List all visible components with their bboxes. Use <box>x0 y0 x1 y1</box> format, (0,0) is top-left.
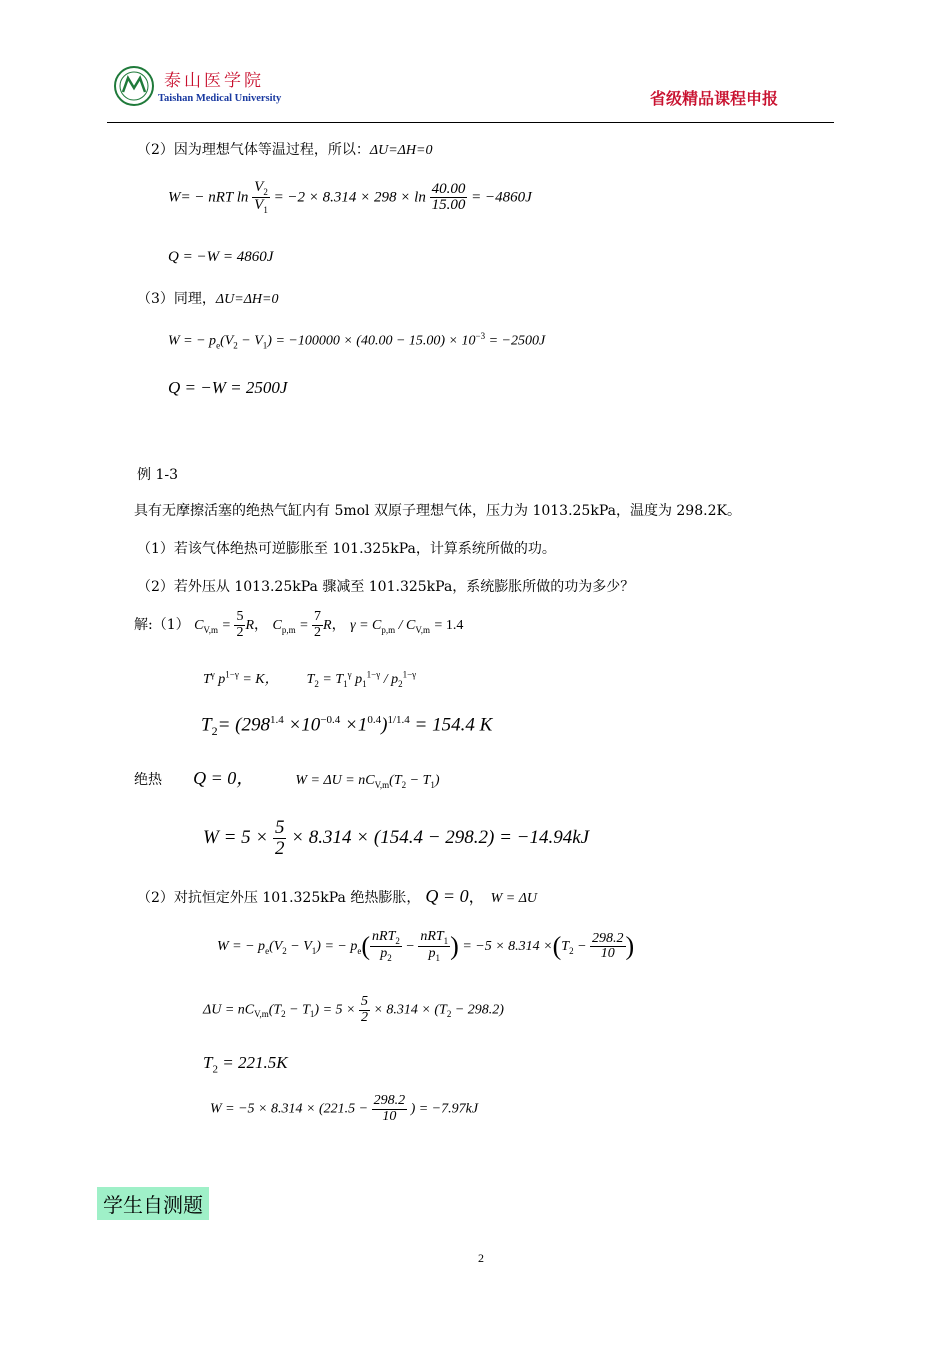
logo-english-name: Taishan Medical University <box>158 93 282 104</box>
part2b-intro-text: （2）对抗恒定外压 101.325kPa 绝热膨胀， <box>137 890 421 906</box>
problem-statement: 具有无摩擦活塞的绝热气缸内有 5mol 双原子理想气体，压力为 1013.25kPa，温度为 298.2K。 <box>134 503 741 519</box>
question-2: （2）若外压从 1013.25kPa 骤减至 101.325kPa，系统膨胀所做的功为多少？ <box>137 579 635 595</box>
adiabatic-label: 绝热 <box>134 772 162 788</box>
gamma-value: = 1.4 <box>434 618 464 634</box>
part2-intro-text: （2）因为理想气体等温过程，所以： <box>137 142 370 158</box>
eq-du-end: − 298.2) <box>454 1002 504 1018</box>
header-divider <box>107 122 834 123</box>
eq-w1-num: 40.00 <box>431 180 466 197</box>
header-title: 省级精品课程申报 <box>650 89 779 108</box>
eq-t2-reversible: $T_2= (298^{1.4} \times 10^{-0.4} \times 1^{0.4})^{1/1.4} = 154.4$ K <box>201 714 493 739</box>
eq-adiabatic-relation: $T^\gamma$ $p^{1-\gamma} = K$， $T_2 = T_1^\gamma$ $p_1^{1-\gamma} / p_2^{1-\gamma}$ <box>203 669 417 689</box>
eq-w5-lhs: W = −5 × 8.314 × (221.5 − <box>210 1101 369 1117</box>
cv-fraction: $\frac{5}{2}$ <box>236 609 244 640</box>
eq-w5-result: ) = −7.97kJ <box>410 1101 479 1117</box>
part3-intro-text: （3）同理， <box>137 291 216 307</box>
eq-w-irreversible-result <box>210 1094 478 1124</box>
solution-heat-capacities: 解:（1） $C_{V,m}$ = $\frac{5}{2}$ R， $C_{p,m}$ = $\frac{7}{2}$ R， $\gamma = C_{p,m} / C_{V,m} = 1.4$ <box>134 609 464 640</box>
logo-chinese-name: 泰山医学院 <box>164 71 264 91</box>
eq-w-irreversible: W = − $p_e(V_2 - V_1)$ = − $p_e$( $\frac{nRT_2}{p_2}$ − $\frac{nRT_1}{p_1}$ ) = $-5 \times 8.314 \times(T_2$ − $\frac{298.2}{10}$ ) <box>217 929 635 964</box>
eq-w1-mid: = −2 × 8.314 × 298 × ln <box>273 189 426 206</box>
eq-du-result: × 8.314 × (T <box>373 1002 447 1018</box>
eq-w2-rhs: ) = −100000 × (40.00 − 15.00) × 10 <box>267 333 476 349</box>
eq-w3-fraction: $\frac{5}{2}$ <box>274 817 285 859</box>
eq-w2-result: = −2500J <box>488 333 546 349</box>
eq-w3-result: × 8.314 × (154.4 − 298.2) = −14.94kJ <box>291 826 590 848</box>
logo-seal-icon <box>114 66 154 106</box>
cp-fraction: $\frac{7}{2}$ <box>314 609 322 640</box>
eq-w-du: $W = \Delta U = nC_{V,m}(T_2 - T_1)$ <box>295 773 440 790</box>
eq-w5-fraction: $\frac{298.2}{10}$ <box>373 1093 406 1124</box>
eq-t2-result: = 154.4 K <box>414 714 493 736</box>
adiabatic-line <box>134 764 440 790</box>
eq-w1-fraction <box>430 182 468 215</box>
eq-w-reversible-result: W = 5 × $\frac{5}{2}$ × 8.314 × (154.4 − 298.2) = −14.94kJ <box>203 817 590 859</box>
eq-w1-volume-ratio: $\frac{V_2}{V_1}$ <box>254 179 268 216</box>
eq-w1-result: = −4860J <box>471 189 532 206</box>
logo-emblem <box>114 66 154 106</box>
part2-intro <box>137 139 432 159</box>
eq-w4-fraction: $\frac{298.2}{10}$ <box>592 930 624 962</box>
question-1: （1）若该气体绝热可逆膨胀至 101.325kPa，计算系统所做的功。 <box>137 541 556 557</box>
part2b-intro: （2）对抗恒定外压 101.325kPa 绝热膨胀， Q = 0， W = ΔU <box>137 886 538 906</box>
eq-w2-exp: −3 <box>475 331 486 341</box>
eq-q-isothermal: Q = −W = 4860J <box>168 249 274 265</box>
part3-intro <box>137 288 278 308</box>
solution-label: 解:（1） <box>134 617 190 634</box>
eq-w4-mid: = −5 × 8.314 × <box>462 938 553 954</box>
eq-t2-final: = 221.5K <box>222 1053 288 1072</box>
eq-w-constant-pressure: W = − $p_e(V_2 - V_1) = -100000 \times (40.00 - 15.00) \times 10^{-3} = -2500J$ <box>168 331 546 351</box>
eq-w1-den: 15.00 <box>431 197 466 214</box>
eq-q-constant-pressure: Q = −W = 2500J <box>168 378 288 397</box>
eq-t2-irreversible: $T_2 = 221.5K$ <box>203 1053 288 1076</box>
part3-condition: ΔU=ΔH=0 <box>215 292 279 307</box>
eq-du-fraction: $\frac{5}{2}$ <box>360 994 368 1025</box>
eq-q-zero: Q = 0， <box>193 768 255 788</box>
gamma-expr: $\gamma = C_{p,m} / C_{V,m}$ <box>350 618 430 635</box>
page-number: 2 <box>478 1251 484 1265</box>
eq-delta-u: $\Delta U = nC_{V,m}(T_2 - T_1) = 5$ × $\frac{5}{2}$ × $8.314 \times (T_2 - 298.2)$ <box>203 994 504 1025</box>
eq-w-isothermal <box>168 180 532 216</box>
eq-w1-lhs: W= − nRT ln <box>168 189 249 206</box>
section-heading-self-test: 学生自测题 <box>97 1187 209 1220</box>
part2-condition: ΔU=ΔH=0 <box>369 143 433 158</box>
example-label: 例 1-3 <box>137 467 178 483</box>
eq-t2-base: = (298 <box>217 714 270 736</box>
